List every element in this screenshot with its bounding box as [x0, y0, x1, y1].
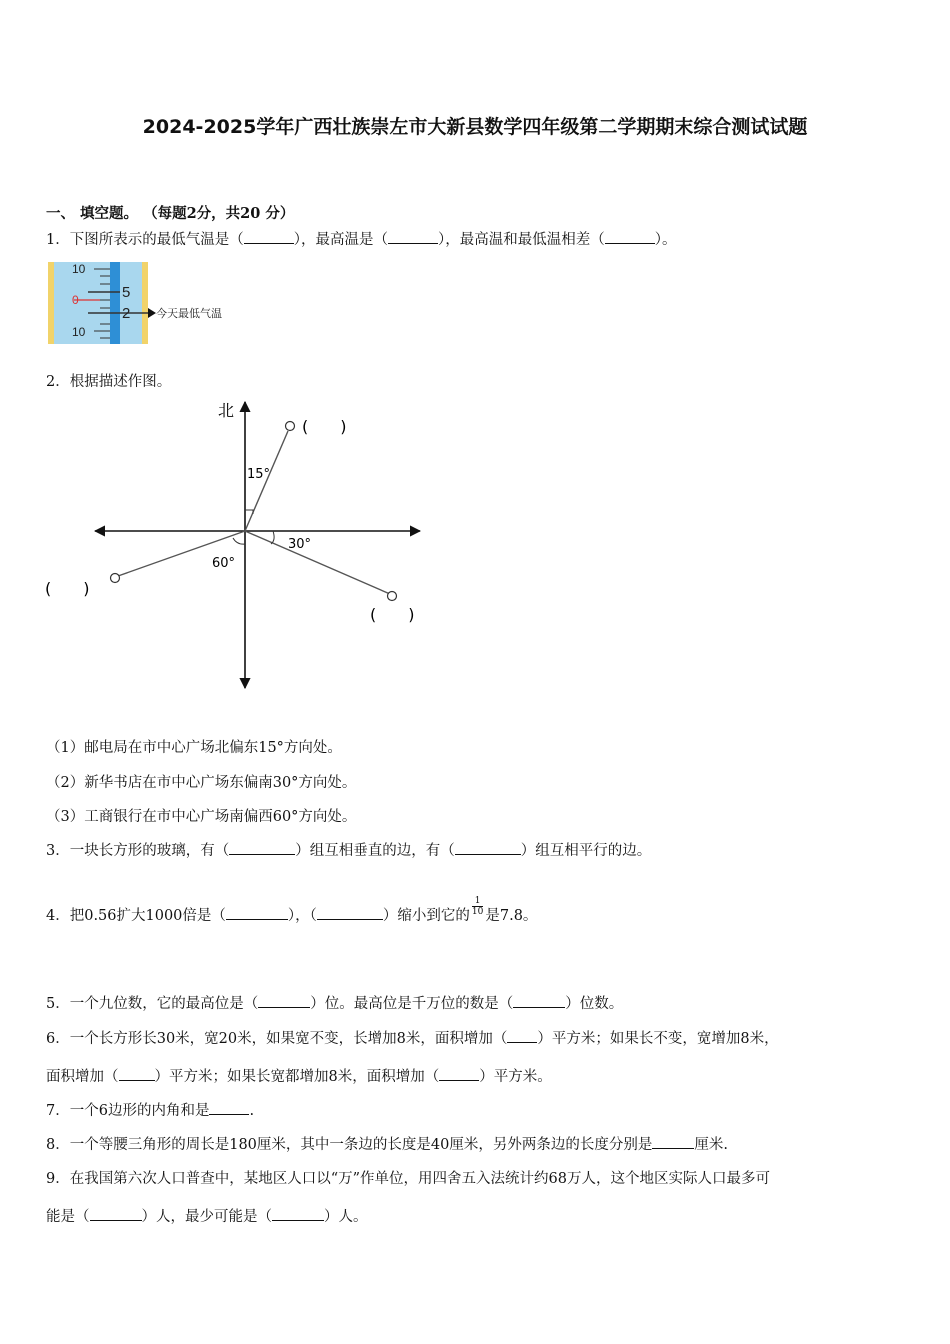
q1-text-c: ），最高温和最低温相差（	[437, 232, 605, 248]
q6-blank-2	[119, 1079, 155, 1081]
q4-text-a: 4．把0.56扩大1000倍是（	[46, 908, 226, 924]
tick-top-label: 10	[72, 262, 86, 276]
point-bank	[111, 574, 120, 583]
q8-text-b: 厘米.	[694, 1137, 728, 1153]
q5-text-b: ）位。最高位是千万位的数是（	[310, 996, 514, 1012]
q5-text-c: ）位数。	[565, 996, 624, 1012]
thermometer-figure	[48, 262, 248, 344]
north-label: 北	[218, 401, 235, 420]
paren-east-south: ( )	[370, 605, 415, 624]
q4-blank-1	[226, 918, 288, 920]
question-6-line-2	[46, 1065, 552, 1086]
angle-label-es: 30°	[288, 537, 312, 552]
fraction-numerator: 1	[472, 896, 483, 907]
q7-text-b: .	[249, 1103, 255, 1119]
question-6-line-1	[46, 1027, 779, 1048]
q2-sub-1: （1）邮电局在市中心广场北偏东15°方向处。	[46, 740, 342, 756]
q3-text-a: 3．一块长方形的玻璃，有（	[46, 843, 230, 859]
q3-blank-1	[229, 853, 295, 855]
q7-blank-1	[209, 1113, 249, 1115]
paren-south-west: ( )	[45, 579, 90, 598]
ray-east-south	[245, 531, 390, 594]
q4-text-c: ）缩小到它的	[382, 908, 470, 924]
q5-blank-2	[513, 1006, 565, 1008]
arrow-label: 今天最低气温	[156, 307, 222, 320]
angle-arc-ne	[245, 510, 253, 514]
fraction-one-tenth	[472, 896, 483, 917]
arrow-head-icon	[148, 308, 156, 318]
q9-text-c: ）人，最少可能是（	[141, 1209, 272, 1225]
tick-zero-label: 0	[72, 293, 79, 307]
q6-text-b: ）平方米；如果长不变，宽增加8米，	[537, 1031, 779, 1047]
q3-text-c: ）组互相平行的边。	[520, 843, 652, 859]
q5-text-a: 5．一个九位数，它的最高位是（	[46, 996, 259, 1012]
q6-blank-3	[439, 1079, 479, 1081]
question-1	[46, 228, 676, 249]
high-mark-label: 5	[122, 284, 131, 301]
tick-bottom-label: 10	[72, 325, 86, 339]
q6-text-c: 面积增加（	[46, 1069, 119, 1085]
q4-text-b: ），（	[287, 908, 317, 924]
q2-sub-2: （2）新华书店在市中心广场东偏南30°方向处。	[46, 775, 357, 791]
q4-text-d: 是7.8。	[485, 908, 538, 924]
fraction-denominator: 10	[471, 907, 484, 917]
question-2: 2．根据描述作图。	[46, 374, 172, 390]
q8-text-a: 8．一个等腰三角形的周长是180厘米，其中一条边的长度是40厘米，另外两条边的长度分别是	[46, 1137, 653, 1153]
point-post-office	[286, 422, 295, 431]
q6-blank-1	[507, 1041, 537, 1043]
q7-text-a: 7．一个6边形的内角和是	[46, 1103, 210, 1119]
q9-text-b: 能是（	[46, 1209, 90, 1225]
q4-blank-2	[317, 918, 383, 920]
question-7	[46, 1099, 254, 1120]
q1-text-a: 1．下图所表示的最低气温是（	[46, 232, 244, 248]
question-4	[46, 896, 538, 925]
q6-text-e: ）平方米。	[479, 1069, 552, 1085]
q6-text-a: 6．一个长方形长30米，宽20米，如果宽不变，长增加8米，面积增加（	[46, 1031, 508, 1047]
q9-blank-2	[272, 1219, 324, 1221]
q5-blank-1	[258, 1006, 310, 1008]
question-9-line-2	[46, 1205, 368, 1226]
angle-arc-sw	[233, 538, 245, 544]
question-5	[46, 992, 623, 1013]
q2-sub-3: （3）工商银行在市中心广场南偏西60°方向处。	[46, 809, 357, 825]
question-9-line-1: 9．在我国第六次人口普查中，某地区人口以“万”作单位，用四舍五入法统计约68万人，这个地区实际人口最多可	[46, 1171, 770, 1187]
question-8	[46, 1133, 728, 1154]
q3-text-b: ）组互相垂直的边，有（	[295, 843, 455, 859]
q1-blank-3	[605, 242, 655, 244]
paren-north-east: ( )	[302, 417, 347, 436]
question-3	[46, 839, 651, 860]
thermometer-mercury	[110, 262, 120, 344]
q1-blank-1	[244, 242, 294, 244]
page-title: 2024-2025学年广西壮族崇左市大新县数学四年级第二学期期末综合测试试题	[142, 116, 808, 138]
thermometer-scale-bg	[54, 262, 142, 344]
q1-text-b: ），最高温是（	[293, 232, 388, 248]
q3-blank-2	[455, 853, 521, 855]
section-fill-in-blank: 一、 填空题。 （每题2分，共20 分）	[46, 205, 295, 222]
q1-blank-2	[388, 242, 438, 244]
low-mark-label: 2	[122, 305, 131, 322]
point-bookstore	[388, 592, 397, 601]
q8-blank-1	[652, 1147, 694, 1149]
q1-text-d: ）。	[654, 232, 677, 248]
q9-text-d: ）人。	[324, 1209, 368, 1225]
angle-label-sw: 60°	[212, 556, 236, 571]
angle-label-ne: 15°	[247, 467, 271, 482]
q9-blank-1	[90, 1219, 142, 1221]
direction-diagram	[40, 392, 460, 697]
q6-text-d: ）平方米；如果长宽都增加8米，面积增加（	[154, 1069, 440, 1085]
